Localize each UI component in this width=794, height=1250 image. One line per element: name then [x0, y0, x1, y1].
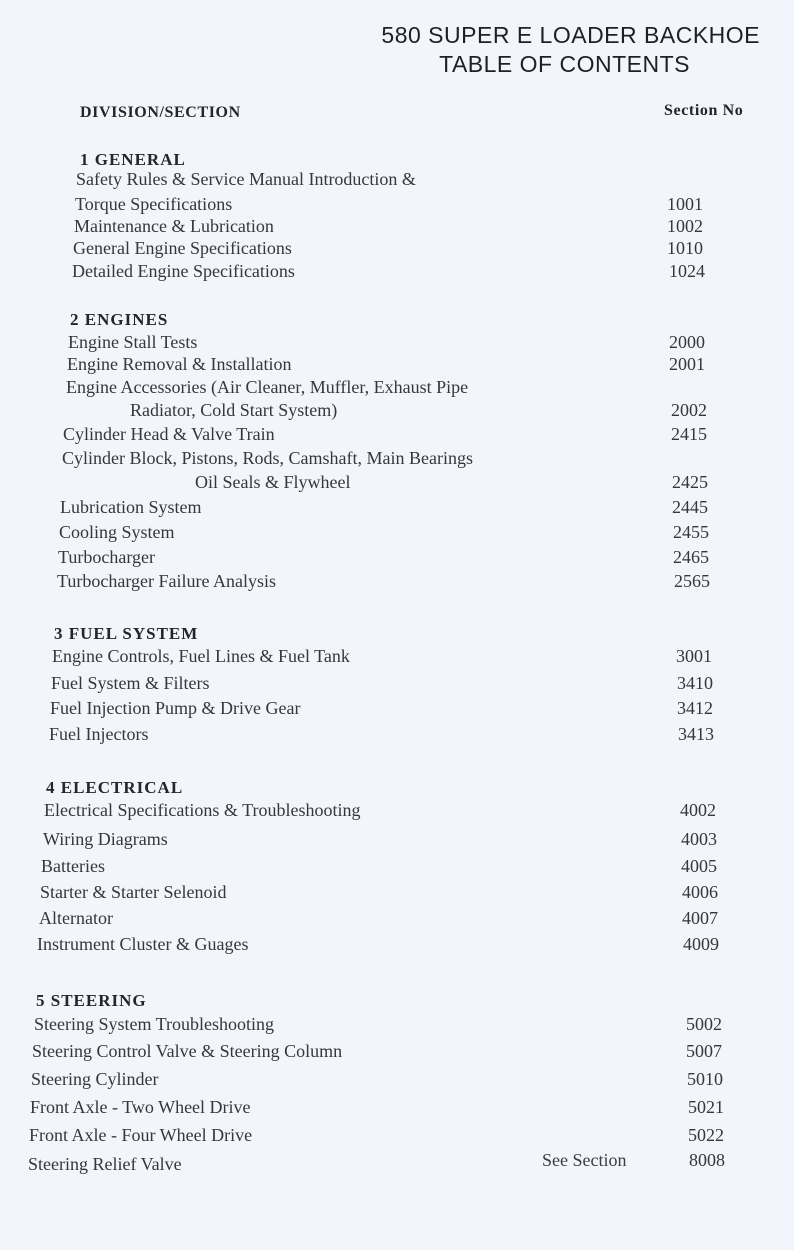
toc-entry-name: Turbocharger	[58, 547, 155, 567]
toc-entry-number: 1002	[667, 216, 703, 236]
toc-entry-number: 1024	[669, 261, 705, 281]
see-section-note: See Section	[542, 1150, 627, 1170]
toc-entry-name: Electrical Specifications & Troubleshooting	[44, 800, 361, 820]
column-header-division: DIVISION/SECTION	[80, 104, 241, 121]
toc-entry-number: 3412	[677, 698, 713, 718]
toc-entry-number: 1010	[667, 238, 703, 258]
column-header-section-no: Section No	[664, 102, 744, 119]
toc-entry-number: 2465	[673, 547, 709, 567]
toc-row	[0, 216, 794, 240]
toc-entry-number: 2445	[672, 497, 708, 517]
toc-entry-number: 2002	[671, 400, 707, 420]
toc-entry-name: Steering Cylinder	[31, 1069, 159, 1089]
toc-row	[0, 646, 794, 670]
toc-entry-number: 4007	[682, 908, 718, 928]
toc-row	[0, 332, 794, 356]
toc-row	[0, 354, 794, 378]
toc-entry-number: 2000	[669, 332, 705, 352]
toc-row	[0, 856, 794, 880]
toc-entry-number: 5022	[688, 1125, 724, 1145]
toc-row	[0, 724, 794, 748]
toc-entry-name: Turbocharger Failure Analysis	[57, 571, 276, 591]
toc-row	[0, 1041, 794, 1065]
section-heading-general: 1 GENERAL	[80, 150, 186, 169]
toc-entry-name: Oil Seals & Flywheel	[195, 472, 351, 492]
toc-row	[0, 194, 794, 218]
toc-entry-name: Wiring Diagrams	[43, 829, 168, 849]
toc-entry-name: Engine Removal & Installation	[67, 354, 292, 374]
toc-row	[0, 497, 794, 521]
toc-entry-name: Maintenance & Lubrication	[74, 216, 274, 236]
toc-entry-number: 3410	[677, 673, 713, 693]
toc-entry-number: 5021	[688, 1097, 724, 1117]
toc-entry-number: 2001	[669, 354, 705, 374]
toc-entry-name: General Engine Specifications	[73, 238, 292, 258]
toc-row	[0, 800, 794, 824]
toc-entry-number: 4002	[680, 800, 716, 820]
toc-entry-number: 5002	[686, 1014, 722, 1034]
toc-row	[0, 472, 794, 496]
toc-entry-engine-accessories: Engine Accessories (Air Cleaner, Muffler, Exhaust Pipe	[66, 377, 469, 397]
document-title: 580 SUPER E LOADER BACKHOE	[381, 22, 760, 48]
toc-entry-name: Batteries	[41, 856, 105, 876]
toc-entry-name: Starter & Starter Selenoid	[40, 882, 227, 902]
toc-entry-name: Alternator	[39, 908, 113, 928]
toc-entry-number: 3413	[678, 724, 714, 744]
toc-entry-number: 5010	[687, 1069, 723, 1089]
toc-row	[0, 424, 794, 448]
toc-entry-name: Steering Relief Valve	[28, 1154, 182, 1174]
toc-entry-cylinder-block: Cylinder Block, Pistons, Rods, Camshaft, Main Bearings	[62, 448, 473, 468]
section-heading-electrical: 4 ELECTRICAL	[46, 778, 184, 797]
toc-entry-name: Engine Controls, Fuel Lines & Fuel Tank	[52, 646, 350, 666]
toc-entry-name: Torque Specifications	[75, 194, 233, 214]
toc-entry-number: 4005	[681, 856, 717, 876]
toc-row	[0, 238, 794, 262]
toc-row	[0, 829, 794, 853]
toc-row	[0, 261, 794, 285]
toc-row	[0, 522, 794, 546]
toc-entry-number: 2455	[673, 522, 709, 542]
toc-row	[0, 908, 794, 932]
toc-entry-name: Cooling System	[59, 522, 175, 542]
toc-entry-number: 4009	[683, 934, 719, 954]
toc-row	[0, 673, 794, 697]
toc-row	[0, 1150, 794, 1178]
toc-row	[0, 1125, 794, 1149]
toc-row	[0, 547, 794, 571]
toc-entry-name: Radiator, Cold Start System)	[130, 400, 338, 420]
toc-entry-number: 2415	[671, 424, 707, 444]
toc-entry-name: Detailed Engine Specifications	[72, 261, 295, 281]
toc-entry-number: 3001	[676, 646, 712, 666]
section-heading-engines: 2 ENGINES	[70, 310, 169, 329]
toc-row	[0, 1097, 794, 1121]
section-heading-fuel-system: 3 FUEL SYSTEM	[54, 624, 199, 643]
toc-row	[0, 400, 794, 424]
toc-entry-name: Fuel Injection Pump & Drive Gear	[50, 698, 301, 718]
toc-row	[0, 571, 794, 595]
toc-entry-name: Steering Control Valve & Steering Column	[32, 1041, 343, 1061]
document-subtitle: TABLE OF CONTENTS	[439, 51, 690, 77]
toc-entry-name: Cylinder Head & Valve Train	[63, 424, 275, 444]
toc-row	[0, 1069, 794, 1093]
toc-entry-name: Instrument Cluster & Guages	[37, 934, 249, 954]
toc-entry-number: 2565	[674, 571, 710, 591]
toc-entry-safety-rules: Safety Rules & Service Manual Introduction &	[76, 169, 416, 189]
toc-entry-number: 4003	[681, 829, 717, 849]
toc-row	[0, 698, 794, 722]
toc-row	[0, 934, 794, 958]
toc-entry-number: 8008	[689, 1150, 725, 1170]
toc-row	[0, 1014, 794, 1038]
toc-entry-name: Fuel Injectors	[49, 724, 149, 744]
toc-entry-number: 5007	[686, 1041, 722, 1061]
toc-entry-number: 4006	[682, 882, 718, 902]
section-heading-steering: 5 STEERING	[36, 991, 147, 1010]
toc-entry-name: Lubrication System	[60, 497, 202, 517]
toc-entry-name: Engine Stall Tests	[68, 332, 198, 352]
toc-entry-name: Fuel System & Filters	[51, 673, 210, 693]
toc-entry-name: Front Axle - Four Wheel Drive	[29, 1125, 253, 1145]
toc-entry-number: 1001	[667, 194, 703, 214]
toc-entry-name: Front Axle - Two Wheel Drive	[30, 1097, 251, 1117]
toc-entry-name: Steering System Troubleshooting	[34, 1014, 275, 1034]
toc-entry-number: 2425	[672, 472, 708, 492]
toc-row	[0, 882, 794, 906]
